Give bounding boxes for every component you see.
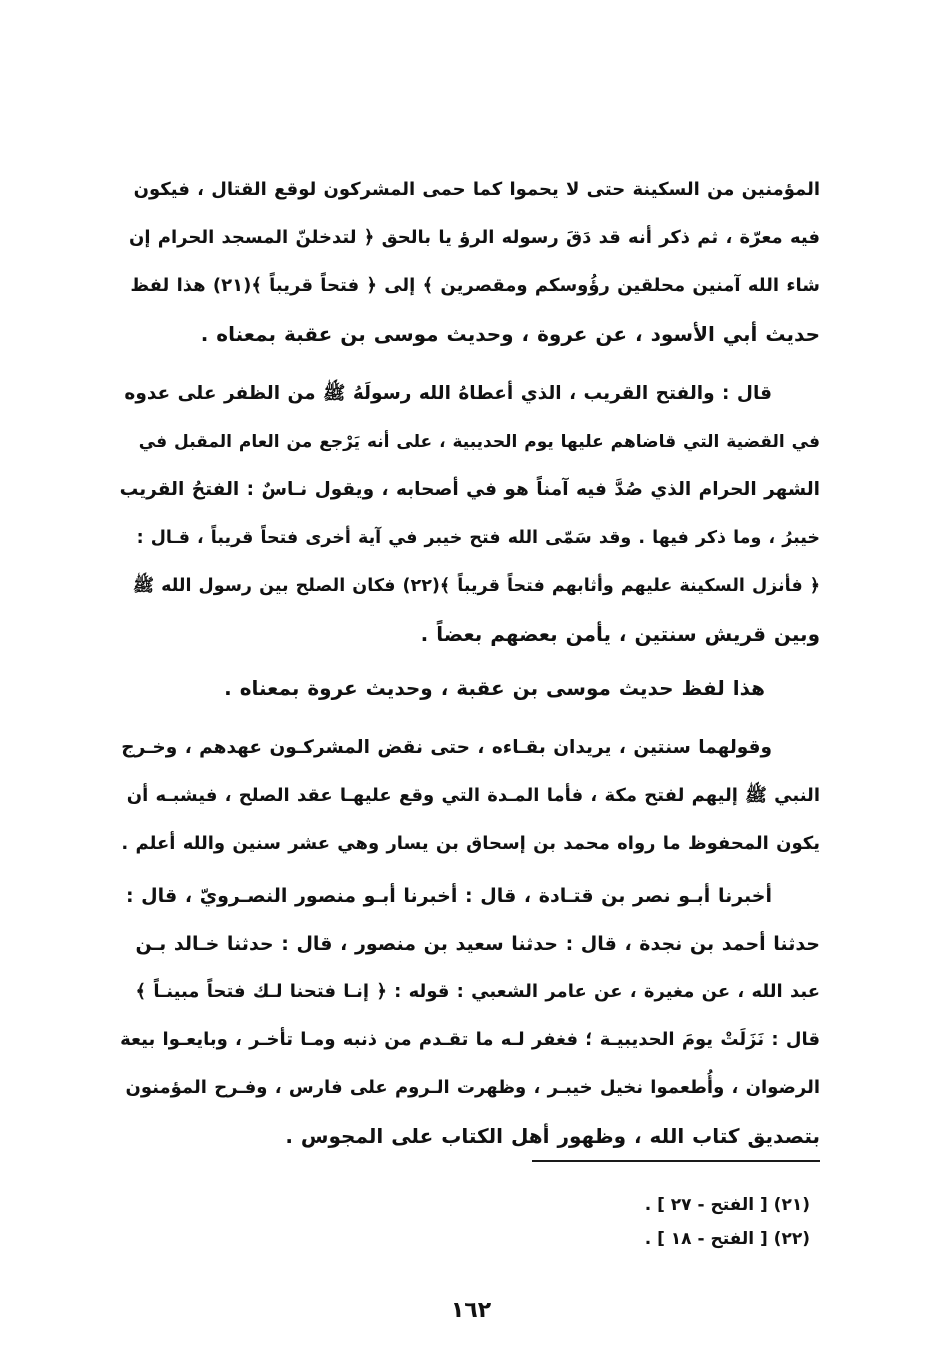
- text-line: خيبرُ ، وما ذكر فيها . وقد سَمّى الله فتح خيبر في آية أخرى فتحاً قريباً ، قـال :: [136, 528, 820, 548]
- text-line: عبد الله ، عن مغيرة ، عن عامر الشعبي : قوله : ﴿ إنـا فتحنا لـك فتحاً مبينـاً ﴾: [135, 981, 820, 1002]
- text-line: وبين قريش سنتين ، يأمن بعضهم بعضاً .: [420, 622, 820, 646]
- text-line: حديث أبي الأسود ، عن عروة ، وحديث موسى بن عقبة بمعناه .: [200, 322, 820, 346]
- text-line: وقولهما سنتين ، يريدان بقـاءه ، حتى نقض المشركـون عهدهم ، وخـرج: [121, 737, 772, 758]
- text-line: فيه معرّة ، ثم ذكر أنه قد دَقَ رسوله الرؤ يا بالحق ﴿ لتدخلنّ المسجد الحرام إن: [129, 227, 820, 248]
- text-line: شاء الله آمنين محلقين رؤُوسكم ومقصرين ﴾ إلى ﴿ فتحاً قريباً ﴾(٢١) هذا لفظ: [130, 275, 820, 296]
- text-line: أخبرنا أبـو نصر بن قتـادة ، قال : أخبرنا أبـو منصور النصـرويّ ، قال :: [125, 885, 772, 907]
- text-line: حدثنا أحمد بن نجدة ، قال : حدثنا سعيد بن منصور ، قال : حدثنا خـالد بـن: [135, 933, 820, 955]
- text-line: النبي ﷺ إليهم لفتح مكة ، فأما المـدة التي وقع عليهـا عقد الصلح ، فيشبـه أن: [126, 785, 820, 806]
- footnote-22: (٢٢) [ الفتح - ١٨ ] .: [644, 1229, 810, 1249]
- text-line: الرضوان ، وأُطعموا نخيل خيبـر ، وظهرت الـروم على فارس ، وفـرح المؤمنون: [125, 1077, 820, 1098]
- footnote-divider: [532, 1160, 820, 1162]
- text-line: يكون المحفوظ ما رواه محمد بن إسحاق بن يسار وهي عشر سنين والله أعلم .: [121, 833, 820, 854]
- page-number: ١٦٢: [450, 1298, 492, 1323]
- text-line: المؤمنين من السكينة حتى لا يحموا كما حمى المشركون لوقع القتال ، فيكون: [133, 179, 820, 200]
- text-line: قال : نَزَلَتْ يومَ الحديبيـة ؛ فغفر لـه ما تقـدم من ذنبه ومـا تأخـر ، وبايعـوا بيعة: [120, 1029, 820, 1050]
- footnotes: [520, 1188, 810, 1256]
- paragraph-2: [120, 370, 820, 658]
- footnote-21: (٢١) [ الفتح - ٢٧ ] .: [644, 1195, 810, 1215]
- paragraph-4: [120, 724, 820, 868]
- paragraph-5: [120, 872, 820, 1160]
- text-line: ﴿ فأنزل السكينة عليهم وأثابهم فتحاً قريباً ﴾(٢٢) فكان الصلح بين رسول الله ﷺ: [132, 576, 820, 596]
- text-line: بتصديق كتاب الله ، وظهور أهل الكتاب على المجوس .: [285, 1124, 820, 1148]
- text-line: قال : والفتح القريب ، الذي أعطاهُ الله رسولَهُ ﷺ من الظفر على عدوه: [124, 383, 772, 404]
- paragraph-1: [120, 166, 820, 358]
- paragraph-3: [120, 664, 820, 712]
- text-line: هذا لفظ حديث موسى بن عقبة ، وحديث عروة بمعناه .: [224, 676, 765, 700]
- text-line: الشهر الحرام الذي صُدَّ فيه آمناً هو في أصحابه ، ويقول نـاسٌ : الفتحُ القريب: [120, 479, 820, 500]
- text-line: في القضية التي قاضاهم عليها يوم الحديبية ، على أنه يَرْجع من العام المقبل في: [138, 432, 820, 452]
